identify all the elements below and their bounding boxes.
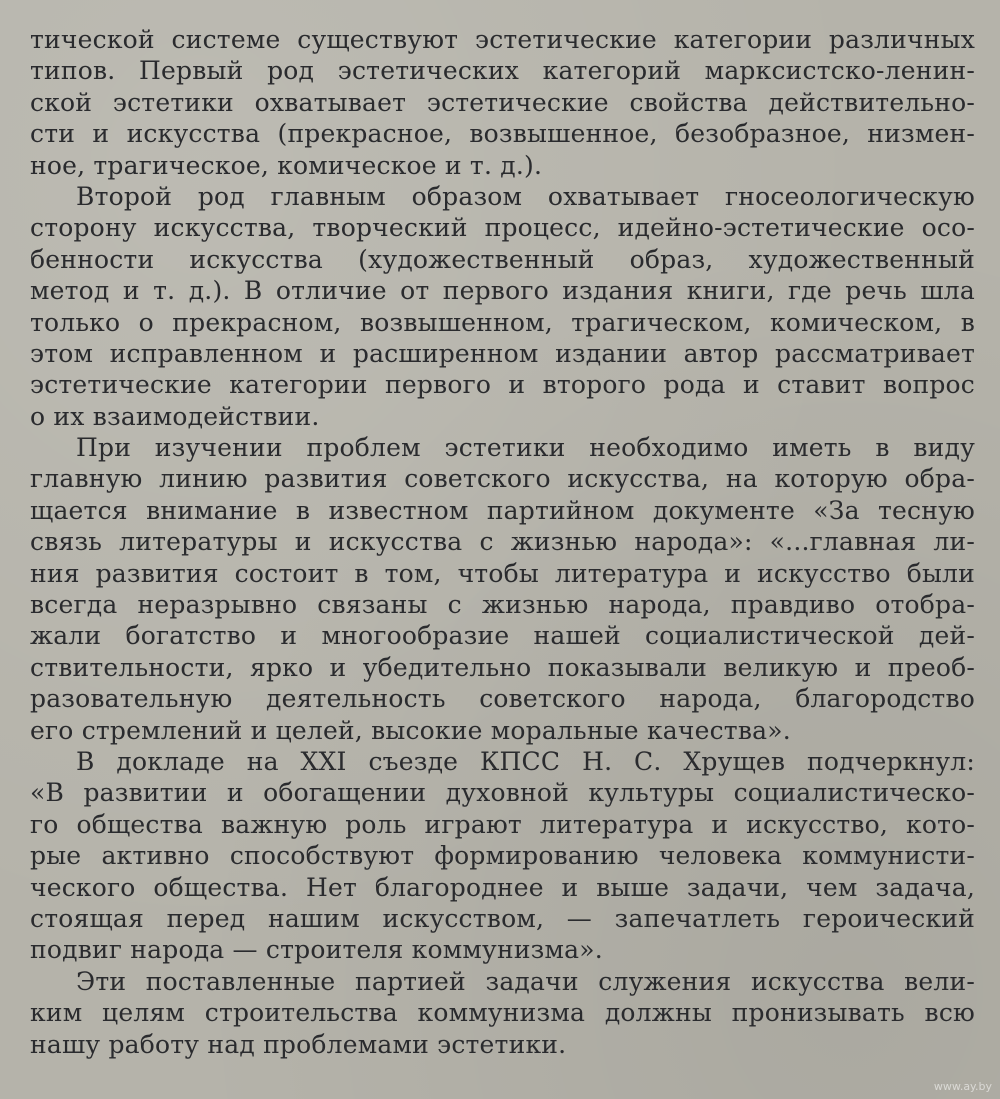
text-line: ской эстетики охватывает эстетические свойства действительно- (30, 87, 975, 117)
text-line: типов. Первый род эстетических категорий марксистско-ленин- (30, 56, 975, 86)
text-line: рые активно способствуют формированию человека коммунисти- (30, 841, 975, 871)
text-line: главную линию развития советского искусства, на которую обра- (30, 464, 975, 494)
text-line: ческого общества. Нет благороднее и выше задачи, чем задача, (30, 872, 975, 902)
text-line: ное, трагическое, комическое и т. д.). (30, 150, 543, 180)
text-line: эстетические категории первого и второго рода и ставит вопрос (30, 370, 975, 400)
text-line: стоящая перед нашим искусством, — запечатлеть героический (30, 903, 975, 933)
text-line: тической системе существуют эстетические категории различных (30, 25, 975, 54)
text-line: этом исправленном и расширенном издании автор рассматривает (30, 338, 975, 368)
text-line: сторону искусства, творческий процесс, идейно-эстетические осо- (30, 213, 975, 243)
text-line: всегда неразрывно связаны с жизнью народа, правдиво отобра- (30, 590, 975, 620)
watermark: www.ay.by (933, 1080, 992, 1093)
text-line: Эти поставленные партией задачи служения искусства вели- (76, 966, 975, 996)
text-line: щается внимание в известном партийном документе «За тесную (30, 495, 975, 525)
text-line: подвиг народа — строителя коммунизма». (30, 935, 603, 965)
text-line: В докладе на XXI съезде КПСС Н. С. Хрущев подчеркнул: (76, 746, 975, 776)
text-line: только о прекрасном, возвышенном, трагическом, комическом, в (30, 307, 975, 337)
text-line: ния развития состоит в том, чтобы литература и искусство были (30, 558, 975, 588)
text-line: ким целям строительства коммунизма должны пронизывать всю (30, 998, 975, 1028)
text-line: сти и искусства (прекрасное, возвышенное, безобразное, низмен- (30, 119, 975, 149)
text-line: о их взаимодействии. (30, 401, 320, 431)
text-line: жали богатство и многообразие нашей социалистической дей- (30, 621, 975, 651)
page-text-block (30, 24, 975, 1060)
text-line: его стремлений и целей, высокие моральные качества». (30, 715, 791, 745)
text-line: разовательную деятельность советского народа, благородство (30, 684, 975, 714)
text-line: ствительности, ярко и убедительно показывали великую и преоб- (30, 652, 975, 682)
text-line: го общества важную роль играют литература и искусство, кото- (30, 809, 975, 839)
text-line: нашу работу над проблемами эстетики. (30, 1029, 567, 1059)
text-line: бенности искусства (художественный образ, художественный (30, 244, 975, 274)
text-line: При изучении проблем эстетики необходимо иметь в виду (76, 433, 975, 463)
text-line: метод и т. д.). В отличие от первого издания книги, где речь шла (30, 276, 975, 306)
text-line: Второй род главным образом охватывает гносеологическую (76, 181, 975, 211)
text-line: «В развитии и обогащении духовной культуры социалистическо- (30, 778, 975, 808)
text-line: связь литературы и искусства с жизнью народа»: «...главная ли- (30, 527, 975, 557)
